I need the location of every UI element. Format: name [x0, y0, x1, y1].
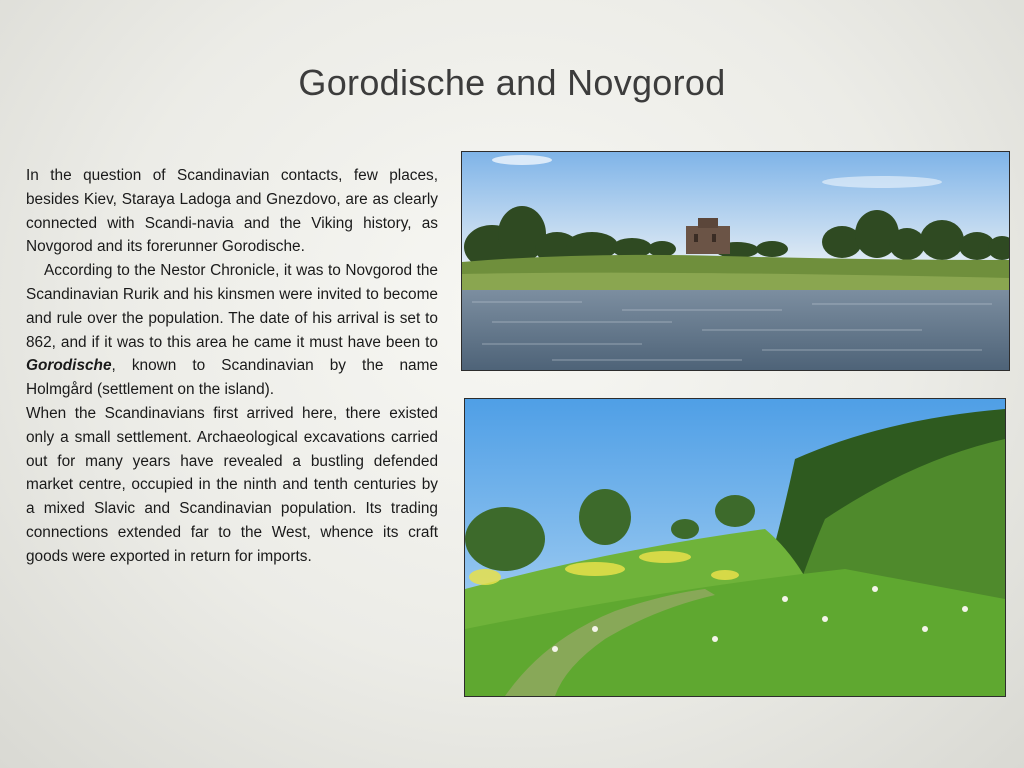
paragraph-chronicle — [26, 259, 438, 402]
paragraph-intro: In the question of Scandinavian contacts, few places, besides Kiev, Staraya Ladoga and Gnezdovo, are as clearly connected with Scandi-navia and the Viking history, as Novgorod and its forerunner Gorodische. — [26, 167, 438, 256]
paragraph-chronicle-end: , known to Scandinavian by the name Holmgård (settlement on the island). — [26, 357, 438, 399]
gorodische-emphasis: Gorodische — [26, 357, 112, 375]
slide-title: Gorodische and Novgorod — [298, 62, 726, 103]
paragraph-chronicle-start: According to the Nestor Chronicle, it was to Novgorod the Scandinavian Rurik and his kinsmen were invited to become and rule over the population. The date of his arrival is set to 862, and if it was to this area he came it must have been to — [26, 262, 438, 351]
body-text — [26, 164, 438, 569]
paragraph-archaeology: When the Scandinavians first arrived here, there existed only a small settlement. Archaeological excavations carried out for many years have revealed a bustling defended market centre, occupied in the ninth and tenth centuries by a mixed Slavic and Scandinavian population. Its trading connections extended far to the West, whence its craft goods were exported in return for imports. — [26, 404, 438, 565]
meadow-photo — [464, 398, 1006, 697]
river-photo — [461, 151, 1010, 371]
